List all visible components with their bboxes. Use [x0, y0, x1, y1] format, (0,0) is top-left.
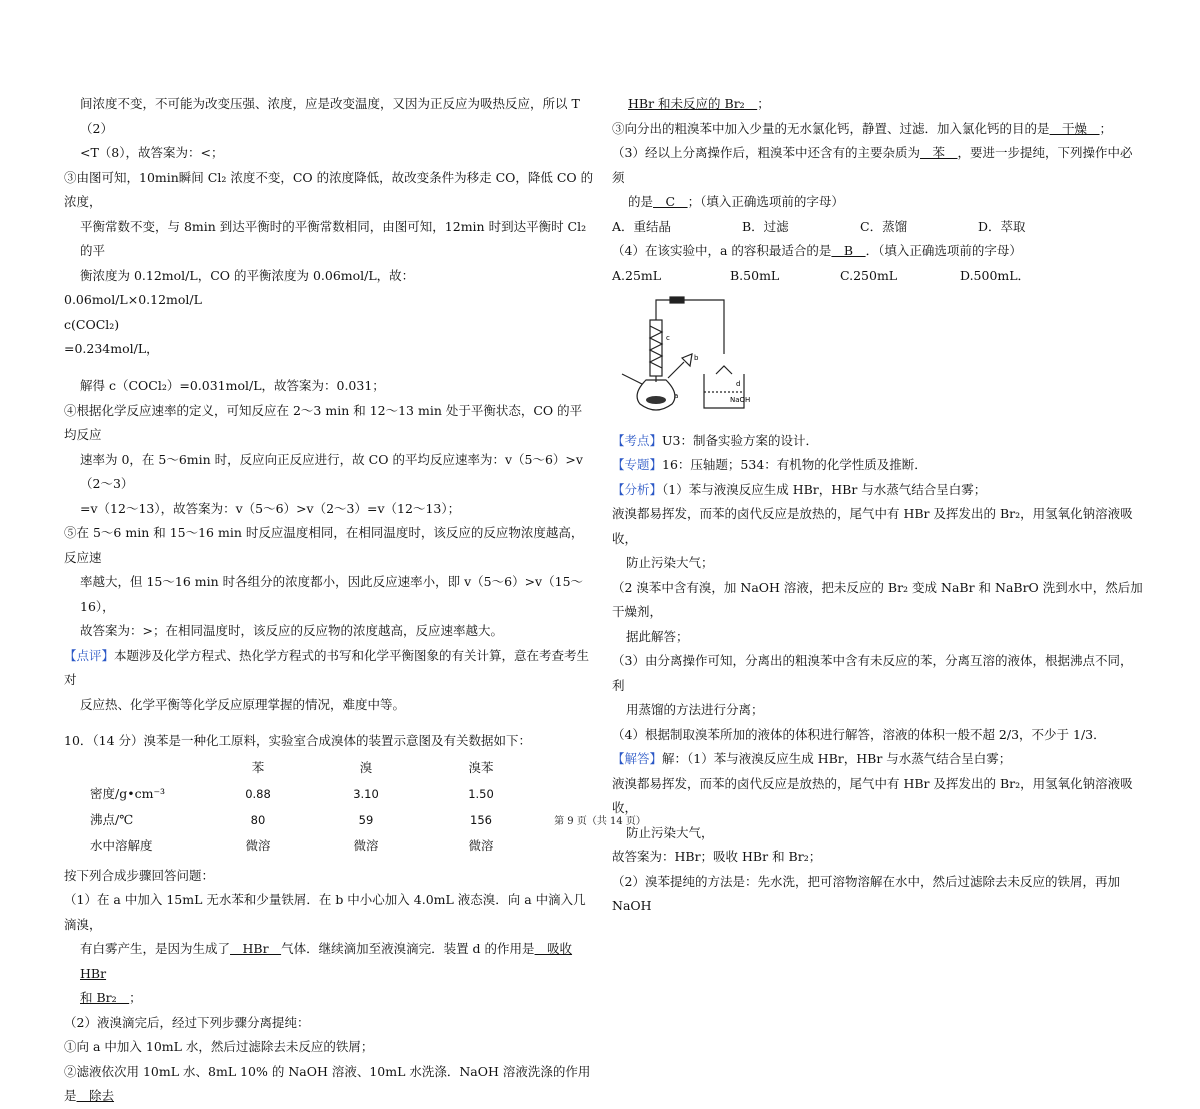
comment-line	[64, 644, 594, 693]
text-line	[612, 239, 1144, 264]
text-line	[64, 937, 594, 986]
option-item: D．萃取	[978, 218, 1026, 234]
text-line: （2）液溴滴完后，经过下列步骤分离提纯：	[64, 1014, 310, 1030]
text-fragment: 气体．继续滴加至液溴滴完．装置 d 的作用是	[281, 941, 535, 956]
fraction-numerator: 0.06mol/L×0.12mol/L	[64, 292, 202, 307]
label-d: d	[736, 380, 741, 388]
table-cell: 80	[250, 813, 266, 828]
table-row-label: 水中溶解度	[90, 838, 153, 854]
text-fragment: （3）经以上分离操作后，粗溴苯中还含有的主要杂质为	[612, 145, 920, 160]
left-column	[64, 92, 594, 1109]
text-line: 速率为 0，在 5～6min 时，反应向正反应进行，故 CO 的平均反应速率为：v（5～6）>v（2～3）	[80, 451, 583, 491]
text-line: 按下列合成步骤回答问题：	[64, 867, 215, 883]
text-line	[612, 453, 1144, 478]
table-cell: 156	[470, 813, 492, 828]
text-line	[64, 986, 594, 1011]
table-header-cell: 溴	[359, 760, 373, 776]
page-footer: 第 9 页（共 14 页）	[554, 816, 646, 827]
text-line: （1）在 a 中加入 15mL 无水苯和少量铁屑．在 b 中小心加入 4.0mL 液态溴．向 a 中滴入几滴溴，	[64, 892, 586, 932]
fraction-denominator: c(COCl₂)	[64, 316, 120, 332]
table-cell: 微溶	[245, 838, 271, 854]
connecting-tube-shape	[656, 300, 724, 354]
answer-blank: 除去	[76, 1088, 115, 1103]
section-tag: 【解答】	[612, 751, 663, 766]
condenser-coil-shape	[650, 326, 662, 368]
text-fragment: （1）苯与液溴反应生成 HBr，HBr 与水蒸气结合呈白雾；	[662, 481, 987, 497]
question-title: 10．（14 分）溴苯是一种化工原料，实验室合成溴体的装置示意图及有关数据如下：	[64, 733, 532, 748]
text-fragment: ；（填入正确选项前的字母）	[687, 194, 844, 209]
text-line	[612, 478, 1144, 503]
text-fragment: 衡浓度为 0.12mol/L，CO 的平衡浓度为 0.06mol/L，故：	[80, 267, 415, 283]
table-header-cell: 溴苯	[468, 760, 494, 776]
table-header-row	[64, 756, 536, 782]
text-fragment: =0.234mol/L，	[64, 341, 159, 356]
table-row	[64, 782, 536, 808]
text-line: 据此解答；	[626, 628, 689, 644]
text-fragment: ；	[129, 990, 142, 1005]
table-header-cell: 苯	[251, 760, 265, 776]
apparatus-diagram	[612, 294, 762, 414]
text-fragment: ；	[757, 96, 770, 111]
text-line	[612, 190, 1144, 215]
label-naoh: NaOH	[730, 396, 751, 404]
text-line: ③由图可知，10min瞬间 Cl₂ 浓度不变，CO 的浓度降低，故改变条件为移走 CO，降低 CO 的浓度，	[64, 169, 594, 209]
option-item: A．重结晶	[612, 218, 672, 234]
comment-tag: 【点评】	[64, 647, 115, 663]
text-fragment: ，要进一步提纯，下列操作中必须	[612, 145, 1133, 185]
section-tag: 【考点】	[612, 432, 663, 448]
answer-blank: 苯	[919, 145, 958, 160]
text-fragment: 的是	[628, 194, 654, 209]
option-item: A.25mL	[612, 267, 662, 283]
funnel-shape	[668, 354, 692, 378]
text-line	[612, 747, 1144, 772]
text-fragment: ；	[1099, 120, 1113, 136]
table-cell: 59	[358, 813, 374, 828]
text-line: 液溴都易挥发，而苯的卤代反应是放热的，尾气中有 HBr 及挥发出的 Br₂，用氢氧化钠溶液吸收，	[612, 775, 1133, 815]
inverted-funnel-shape	[716, 366, 732, 374]
side-tube-shape	[622, 374, 642, 384]
table-cell: 3.10	[353, 787, 379, 802]
options-row	[612, 215, 1144, 240]
table-row	[64, 834, 536, 860]
table-cell: 微溶	[353, 838, 379, 854]
option-item: D.500mL．	[960, 267, 1031, 283]
section-tag: 【专题】	[612, 457, 663, 472]
text-fragment: （4）在该实验中，a 的容积最适合的是	[612, 243, 832, 258]
table-row-label: 沸点/℃	[90, 812, 134, 828]
flask-shape	[637, 380, 675, 410]
text-fragment: ．（填入正确选项前的字母）	[865, 243, 1022, 258]
text-line: 平衡常数不变，与 8min 到达平衡时的平衡常数相同，由图可知，12min 时到达平衡时 Cl₂ 的平	[80, 218, 587, 258]
text-line: ①向 a 中加入 10mL 水，然后过滤除去未反应的铁屑；	[64, 1039, 374, 1054]
property-table	[64, 756, 536, 860]
table-cell: 0.88	[245, 787, 271, 802]
table-corner	[64, 756, 210, 782]
answer-blank: HBr 和未反应的 Br₂	[628, 96, 758, 111]
text-line: 防止污染大气；	[626, 555, 714, 570]
text-fragment: 16：压轴题；534：有机物的化学性质及推断．	[662, 457, 927, 472]
text-line	[612, 141, 1144, 190]
text-fragment: U3：制备实验方案的设计．	[662, 432, 819, 448]
text-line	[612, 117, 1144, 142]
text-fragment: ③向分出的粗溴苯中加入少量的无水氯化钙，静置、过滤．加入氯化钙的目的是	[612, 120, 1050, 136]
answer-blank: B	[831, 243, 866, 258]
text-line: <T（8），故答案为：<；	[80, 145, 224, 160]
text-line: ⑤在 5～6 min 和 15～16 min 时反应温度相同，在相同温度时，该反应的反应物浓度越高，反应速	[64, 525, 584, 565]
label-b: b	[694, 354, 699, 362]
text-line: 故答案为：>；在相同温度时，该反应的反应物的浓度越高，反应速率越大。	[80, 623, 503, 638]
answer-blank: C	[653, 194, 688, 209]
section-tag: 【分析】	[612, 481, 663, 497]
options-row	[612, 264, 1144, 289]
text-line: ④根据化学反应速率的定义，可知反应在 2～3 min 和 12～13 min 处于平衡状态，CO 的平均反应	[64, 402, 583, 442]
option-item: B．过滤	[742, 218, 789, 234]
label-a: a	[674, 392, 679, 400]
text-line: （2 溴苯中含有溴，加 NaOH 溶液，把未反应的 Br₂ 变成 NaBr 和 NaBrO 洗到水中，然后加干燥剂，	[612, 579, 1143, 619]
text-line: 故答案为：HBr；吸收 HBr 和 Br₂；	[612, 849, 822, 864]
comment-text: 本题涉及化学方程式、热化学方程式的书写和化学平衡图象的有关计算，意在考查考生对	[64, 647, 590, 687]
spacer	[64, 717, 594, 729]
text-fragment: 解：（1）苯与液溴反应生成 HBr，HBr 与水蒸气结合呈白雾；	[662, 751, 1012, 766]
text-line: 率越大，但 15～16 min 时各组分的浓度都小，因此反应速率小，即 v（5～6）>v（15～16），	[80, 574, 584, 614]
text-fragment: ②滤液依次用 10mL 水、8mL 10% 的 NaOH 溶液、10mL 水洗涤．NaOH 溶液洗涤的作用是	[64, 1063, 591, 1103]
text-line: =v（12～13），故答案为：v（5～6）>v（2～3）=v（12～13）；	[80, 500, 461, 516]
option-item: C．蒸馏	[860, 218, 908, 234]
answer-blank: 干燥	[1049, 120, 1100, 136]
text-line: 反应热、化学平衡等化学反应原理掌握的情况，难度中等。	[80, 696, 406, 712]
tube-joint-shape	[670, 297, 684, 303]
table-cell: 微溶	[468, 838, 494, 854]
text-line: （2）溴苯提纯的方法是：先水洗，把可溶物溶解在水中，然后过滤除去未反应的铁屑，再加 NaOH	[612, 873, 1120, 913]
text-line	[64, 1060, 594, 1109]
answer-blank: 吸收 HBr	[80, 941, 573, 981]
option-item: C.250mL	[840, 267, 898, 283]
option-item: B.50mL	[730, 267, 780, 283]
text-line: 解得 c（COCl₂）=0.031mol/L，故答案为：0.031；	[80, 378, 385, 393]
text-line: 防止污染大气，	[626, 824, 714, 840]
text-line: 用蒸馏的方法进行分离；	[626, 702, 764, 717]
text-line: 间浓度不变，不可能为改变压强、浓度，应是改变温度，又因为正反应为吸热反应，所以 T（2）	[80, 96, 580, 136]
table-cell: 1.50	[468, 787, 494, 802]
answer-blank: 和 Br₂	[80, 990, 130, 1005]
text-line: （3）由分离操作可知，分离出的粗溴苯中含有未反应的苯，分离互溶的液体，根据沸点不同，利	[612, 653, 1133, 693]
text-line-with-fraction	[64, 264, 594, 289]
table-row-label: 密度/g•cm⁻³	[90, 786, 166, 802]
answer-blank: HBr	[230, 941, 282, 956]
liquid-shape	[646, 396, 666, 404]
text-line: 液溴都易挥发，而苯的卤代反应是放热的，尾气中有 HBr 及挥发出的 Br₂，用氢氧化钠溶液吸收，	[612, 506, 1133, 546]
right-column	[612, 92, 1144, 919]
text-line: （4）根据制取溴苯所加的液体的体积进行解答，溶液的体积一般不超 2/3，不少于 1/3．	[612, 726, 1106, 742]
text-line	[612, 429, 1144, 454]
text-line	[612, 92, 1144, 117]
label-c: c	[666, 334, 670, 342]
text-fragment: 有白雾产生，是因为生成了	[80, 941, 231, 956]
